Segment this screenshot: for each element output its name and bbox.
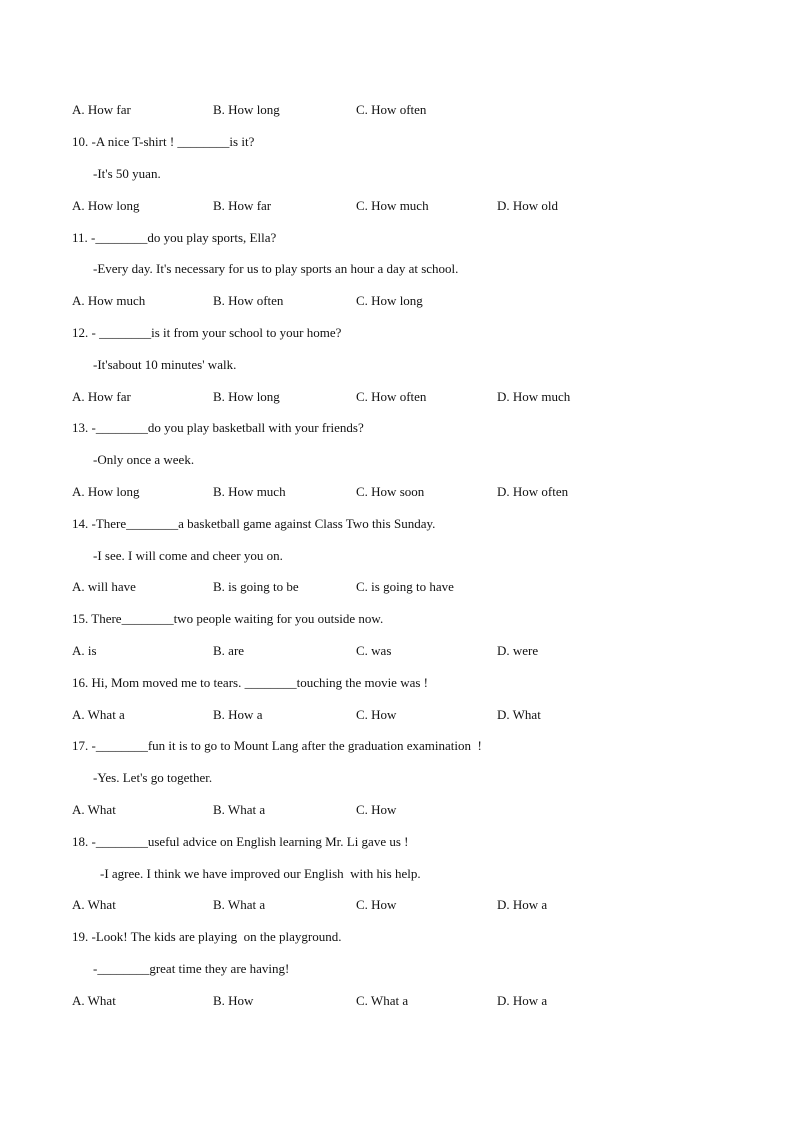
question-stem: 14. -There________a basketball game against Class Two this Sunday. [72, 516, 436, 531]
option-d: D. How old [497, 198, 559, 213]
option-b: B. What a [213, 802, 266, 817]
option-c: C. How often [356, 102, 427, 117]
option-a: A. What a [72, 707, 125, 722]
option-b: B. How long [213, 389, 280, 404]
question-reply: -It's 50 yuan. [93, 166, 161, 181]
option-a: A. will have [72, 579, 136, 594]
question-stem: 16. Hi, Mom moved me to tears. ________touching the movie was ! [72, 675, 429, 690]
option-d: D. What [497, 707, 541, 722]
option-a: A. How long [72, 198, 140, 213]
question-stem: 10. -A nice T-shirt ! ________is it? [72, 134, 255, 149]
option-b: B. How [213, 993, 254, 1008]
option-b: B. How a [213, 707, 263, 722]
option-c: C. is going to have [356, 579, 454, 594]
option-d: D. How much [497, 389, 571, 404]
question-stem: 12. - ________is it from your school to your home? [72, 325, 342, 340]
question-reply: -It'sabout 10 minutes' walk. [93, 357, 237, 372]
option-a: A. What [72, 897, 116, 912]
option-c: C. How soon [356, 484, 425, 499]
question-stem: 13. -________do you play basketball with your friends? [72, 420, 364, 435]
option-c: C. How [356, 897, 397, 912]
option-d: D. How a [497, 993, 548, 1008]
option-b: B. How long [213, 102, 280, 117]
question-reply: -I agree. I think we have improved our English with his help. [100, 866, 421, 881]
option-c: C. How [356, 802, 397, 817]
question-reply: -I see. I will come and cheer you on. [93, 548, 283, 563]
option-c: C. How long [356, 293, 423, 308]
option-d: D. How often [497, 484, 569, 499]
question-reply: -________great time they are having! [93, 961, 290, 976]
question-reply: -Yes. Let's go together. [93, 770, 213, 785]
option-c: C. was [356, 643, 392, 658]
option-b: B. How far [213, 198, 272, 213]
option-b: B. How often [213, 293, 284, 308]
option-d: D. were [497, 643, 539, 658]
option-d: D. How a [497, 897, 548, 912]
question-stem: 18. -________useful advice on English learning Mr. Li gave us ! [72, 834, 409, 849]
question-stem: 17. -________fun it is to go to Mount Lang after the graduation examination ! [72, 738, 482, 753]
option-a: A. is [72, 643, 97, 658]
option-c: C. How often [356, 389, 427, 404]
question-reply: -Only once a week. [93, 452, 195, 467]
option-c: C. How much [356, 198, 429, 213]
option-a: A. How far [72, 102, 131, 117]
option-b: B. What a [213, 897, 266, 912]
option-b: B. is going to be [213, 579, 299, 594]
question-reply: -Every day. It's necessary for us to play sports an hour a day at school. [93, 261, 459, 276]
option-c: C. What a [356, 993, 409, 1008]
question-stem: 15. There________two people waiting for you outside now. [72, 611, 384, 626]
option-c: C. How [356, 707, 397, 722]
question-stem: 11. -________do you play sports, Ella? [72, 230, 277, 245]
option-b: B. How much [213, 484, 286, 499]
option-a: A. What [72, 993, 116, 1008]
option-a: A. How much [72, 293, 146, 308]
option-a: A. How far [72, 389, 131, 404]
option-a: A. What [72, 802, 116, 817]
option-a: A. How long [72, 484, 140, 499]
question-stem: 19. -Look! The kids are playing on the playground. [72, 929, 342, 944]
option-b: B. are [213, 643, 245, 658]
